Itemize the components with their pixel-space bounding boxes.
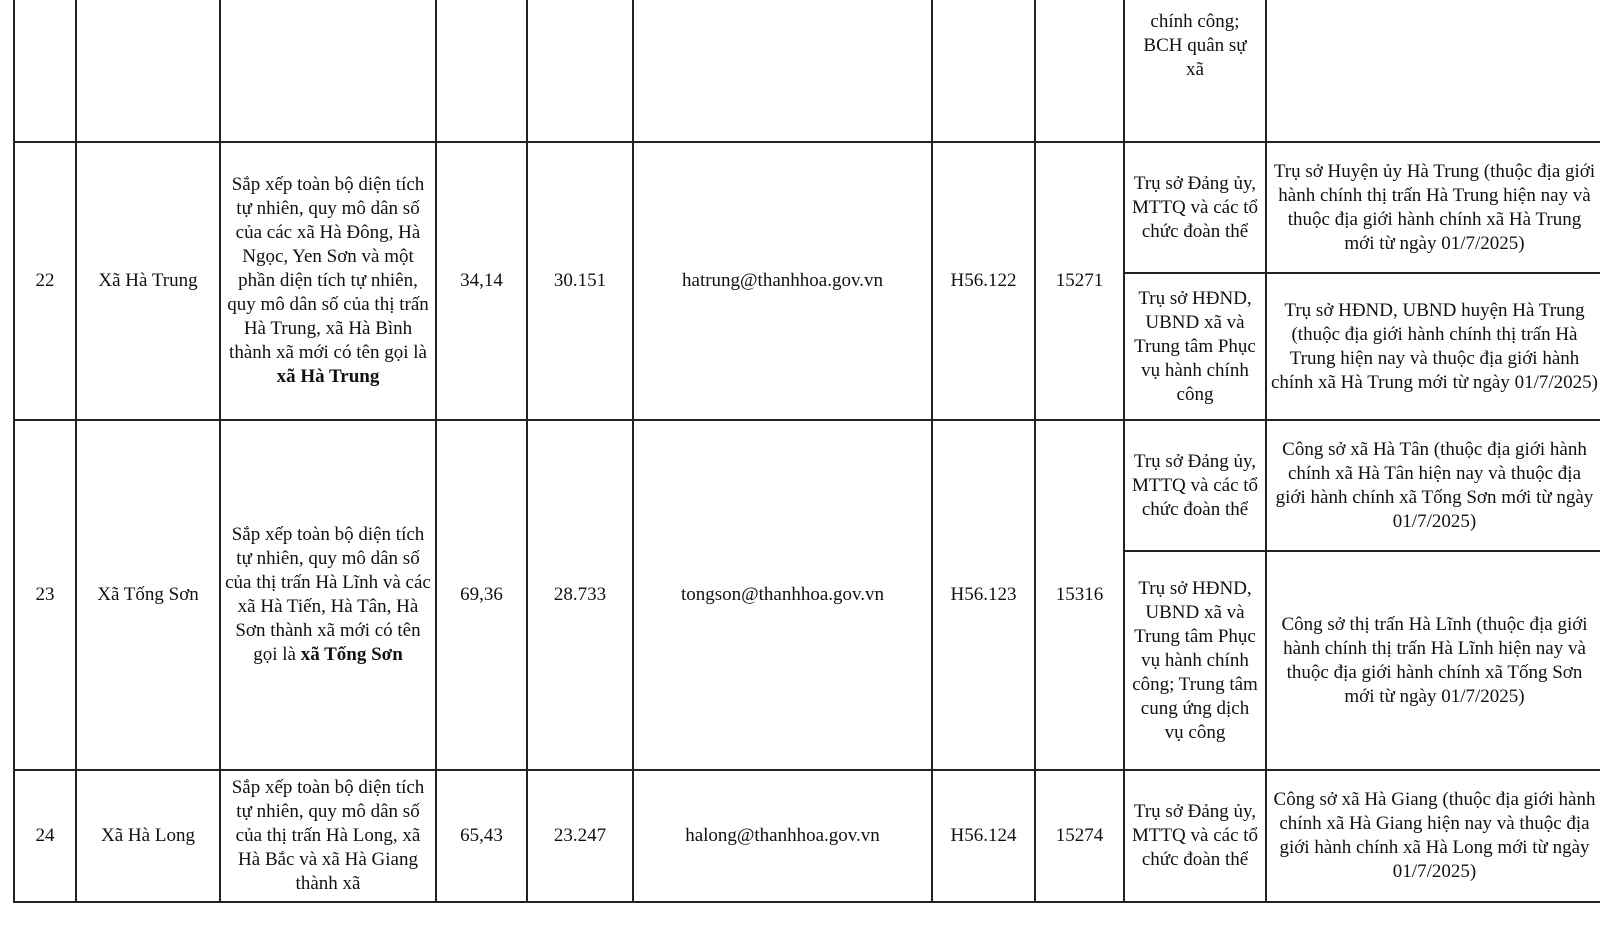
cell-location: Công sở xã Hà Tân (thuộc địa giới hành chính xã Hà Tân hiện nay và thuộc địa giới hành chính xã Tống Sơn mới từ ngày 01/7/2025) xyxy=(1266,420,1600,551)
cell-population: 28.733 xyxy=(527,420,633,770)
cell-postal: 15316 xyxy=(1035,420,1124,770)
description-text: Sắp xếp toàn bộ diện tích tự nhiên, quy mô dân số của thị trấn Hà Long, xã Hà Bắc và xã Hà Giang thành xã xyxy=(231,777,425,894)
cell-description xyxy=(220,770,436,902)
cell-agency: Trụ sở Đảng ủy, MTTQ và các tổ chức đoàn thể xyxy=(1124,770,1266,902)
cell-location: Công sở thị trấn Hà Lĩnh (thuộc địa giới hành chính thị trấn Hà Lĩnh hiện nay và thuộc địa giới hành chính xã Tống Sơn mới từ ngày 01/7/2025) xyxy=(1266,551,1600,770)
table-row xyxy=(14,420,1600,551)
cell-email xyxy=(633,0,932,142)
cell-agency: Trụ sở Đảng ủy, MTTQ và các tổ chức đoàn thể xyxy=(1124,142,1266,273)
new-commune-name: xã Hà Trung xyxy=(276,366,380,387)
cell-description xyxy=(220,420,436,770)
cell-code: H56.122 xyxy=(932,142,1035,420)
cell-name xyxy=(76,0,220,142)
cell-stt: 24 xyxy=(14,770,76,902)
cell-name: Xã Hà Long xyxy=(76,770,220,902)
cell-agency: Trụ sở HĐND, UBND xã và Trung tâm Phục vụ hành chính công xyxy=(1124,273,1266,420)
cell-email: hatrung@thanhhoa.gov.vn xyxy=(633,142,932,420)
table-row xyxy=(14,770,1600,902)
cell-name: Xã Tống Sơn xyxy=(76,420,220,770)
cell-area xyxy=(436,0,527,142)
cell-population xyxy=(527,0,633,142)
cell-agency: Trụ sở HĐND, UBND xã và Trung tâm Phục vụ hành chính công; Trung tâm cung ứng dịch vụ công xyxy=(1124,551,1266,770)
cell-postal: 15271 xyxy=(1035,142,1124,420)
cell-area: 34,14 xyxy=(436,142,527,420)
agency-line: chính công; xyxy=(1150,11,1240,32)
table-row-partial xyxy=(14,0,1600,142)
cell-location: Trụ sở Huyện ủy Hà Trung (thuộc địa giới hành chính thị trấn Hà Trung hiện nay và thuộc địa giới hành chính xã Hà Trung mới từ ngày 01/7/2025) xyxy=(1266,142,1600,273)
cell-location: Trụ sở HĐND, UBND huyện Hà Trung (thuộc địa giới hành chính thị trấn Hà Trung hiện nay và thuộc địa giới hành chính xã Hà Trung mới từ ngày 01/7/2025) xyxy=(1266,273,1600,420)
cell-name: Xã Hà Trung xyxy=(76,142,220,420)
cell-agency xyxy=(1124,0,1266,142)
cell-postal: 15274 xyxy=(1035,770,1124,902)
cell-population: 30.151 xyxy=(527,142,633,420)
cell-stt xyxy=(14,0,76,142)
table-row xyxy=(14,142,1600,273)
description-text: Sắp xếp toàn bộ diện tích tự nhiên, quy mô dân số của các xã Hà Đông, Hà Ngọc, Yen Sơn và một phần diện tích tự nhiên, quy mô dân số của thị trấn Hà Trung, xã Hà Bình thành xã mới có tên gọi là xyxy=(227,174,429,363)
cell-agency: Trụ sở Đảng ủy, MTTQ và các tổ chức đoàn thể xyxy=(1124,420,1266,551)
agency-line: BCH quân sự xyxy=(1143,35,1247,56)
cell-location xyxy=(1266,0,1600,142)
cell-area: 69,36 xyxy=(436,420,527,770)
cell-stt: 23 xyxy=(14,420,76,770)
cell-code: H56.124 xyxy=(932,770,1035,902)
description-text: Sắp xếp toàn bộ diện tích tự nhiên, quy mô dân số của thị trấn Hà Lĩnh và các xã Hà Tiến, Hà Tân, Hà Sơn thành xã mới có tên gọi là xyxy=(225,524,431,665)
new-commune-name: xã Tống Sơn xyxy=(300,644,403,665)
commune-table xyxy=(13,0,1600,903)
cell-postal xyxy=(1035,0,1124,142)
cell-email: tongson@thanhhoa.gov.vn xyxy=(633,420,932,770)
cell-population: 23.247 xyxy=(527,770,633,902)
cell-code: H56.123 xyxy=(932,420,1035,770)
cell-area: 65,43 xyxy=(436,770,527,902)
cell-email: halong@thanhhoa.gov.vn xyxy=(633,770,932,902)
cell-code xyxy=(932,0,1035,142)
agency-line: xã xyxy=(1186,59,1204,80)
cell-description xyxy=(220,142,436,420)
cell-description xyxy=(220,0,436,142)
cell-stt: 22 xyxy=(14,142,76,420)
cut-fragment xyxy=(443,0,520,2)
cell-location: Công sở xã Hà Giang (thuộc địa giới hành chính xã Hà Giang hiện nay và thuộc địa giới hành chính xã Hà Long mới từ ngày 01/7/2025) xyxy=(1266,770,1600,902)
